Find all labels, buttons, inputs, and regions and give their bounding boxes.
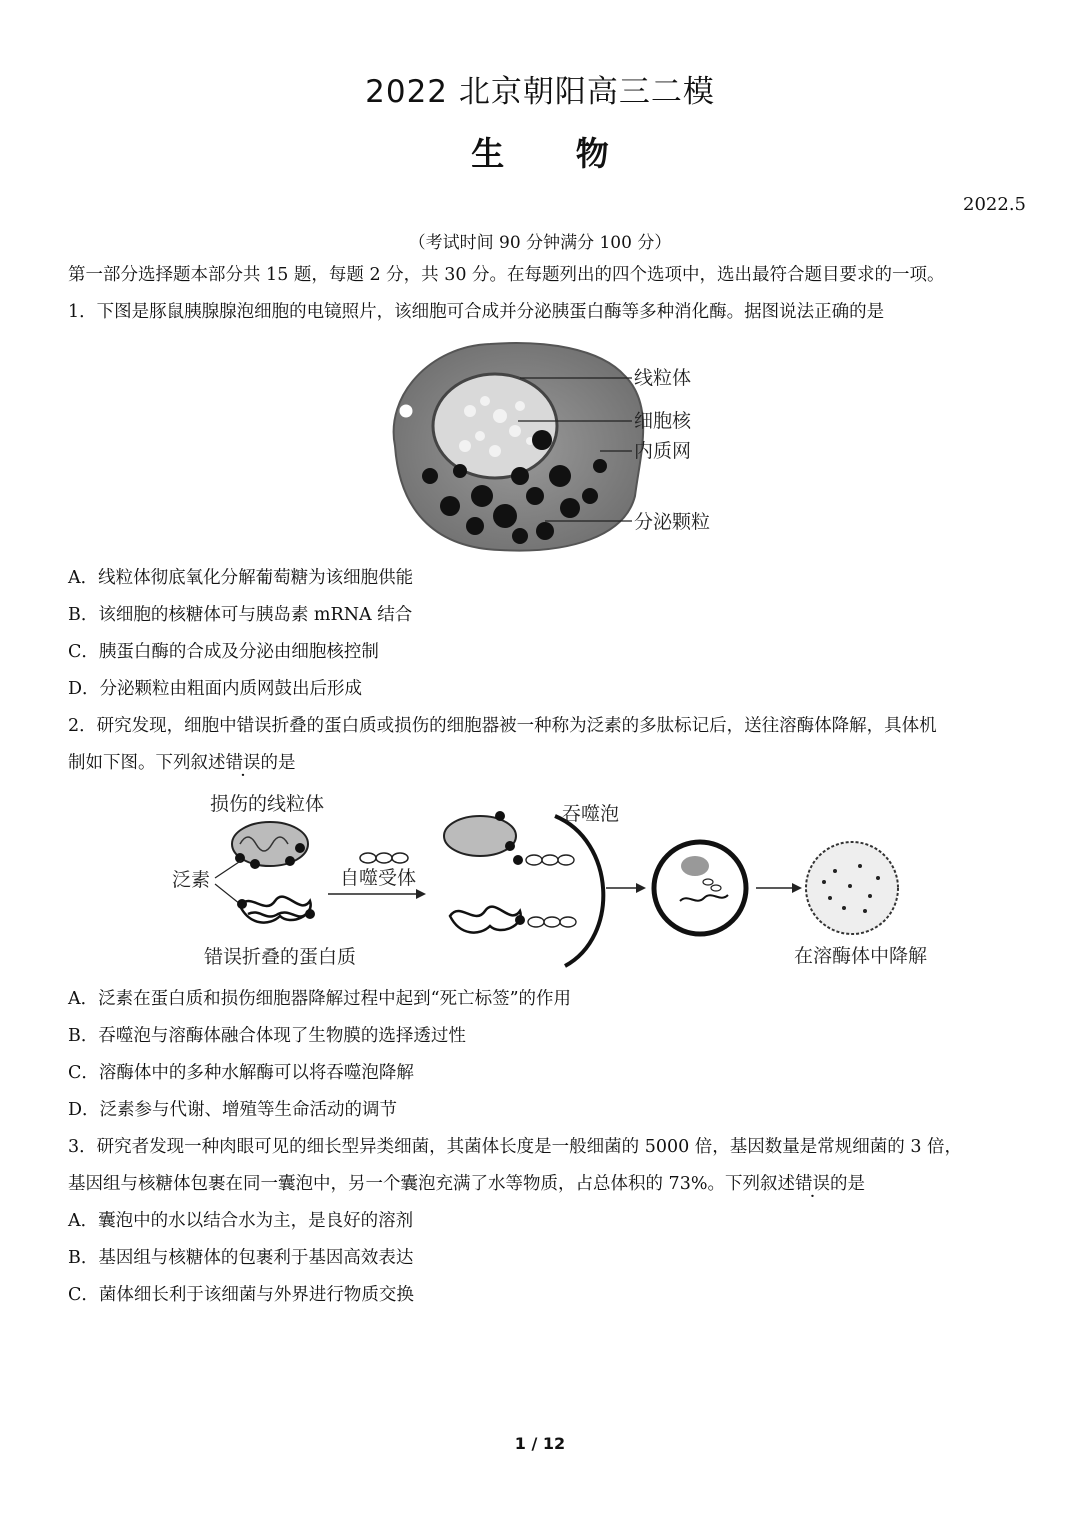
q3-stem-line1: 3．研究者发现一种肉眼可见的细长型异类细菌，其菌体长度是一般细菌的 5000 倍，基因数量是常规细菌的 3 倍， xyxy=(68,1137,963,1157)
vacuole-shape xyxy=(399,404,413,418)
label-mitochondria: 线粒体 xyxy=(634,367,692,389)
nucleus-shape xyxy=(433,374,557,478)
q1-cell-figure xyxy=(370,336,750,556)
q2-stem-line1: 2．研究发现，细胞中错误折叠的蛋白质或损伤的细胞器被一种称为泛素的多肽标记后，送往溶酶体降解，具体机 xyxy=(68,716,937,736)
q2-option-a: A．泛素在蛋白质和损伤细胞器降解过程中起到“死亡标签”的作用 xyxy=(68,989,572,1009)
q1-option-d: D．分泌颗粒由粗面内质网鼓出后形成 xyxy=(68,679,363,699)
part1-intro: 第一部分选择题本部分共 15 题，每题 2 分，共 30 分。在每题列出的四个选项中，选出最符合题目要求的一项。 xyxy=(68,265,945,285)
label-ubiquitin: 泛素 xyxy=(172,869,211,891)
q1-stem: 1．下图是豚鼠胰腺腺泡细胞的电镜照片，该细胞可合成并分泌胰蛋白酶等多种消化酶。据图说法正确的是 xyxy=(68,302,885,322)
q2-stem-post: 的是 xyxy=(260,753,296,773)
q2-option-b: B．吞噬泡与溶酶体融合体现了生物膜的选择透过性 xyxy=(68,1026,466,1046)
exam-title: 2022 北京朝阳高三二模 xyxy=(365,74,715,110)
q2-option-d: D．泛素参与代谢、增殖等生命活动的调节 xyxy=(68,1100,398,1120)
receptor-chain-1 xyxy=(526,855,574,865)
q3-option-a: A．囊泡中的水以结合水为主，是良好的溶剂 xyxy=(68,1211,414,1231)
label-degrade: 在溶酶体中降解 xyxy=(794,945,928,967)
exam-date: 2022.5 xyxy=(963,194,1026,215)
label-damaged-mito: 损伤的线粒体 xyxy=(210,793,325,815)
q2-stem-line2 xyxy=(68,750,1028,776)
label-er: 内质网 xyxy=(634,440,692,462)
fusion-content-1 xyxy=(681,856,709,876)
captured-protein-shape xyxy=(450,907,521,933)
subject-title: 生 物 xyxy=(471,134,609,173)
q1-option-a: A．线粒体彻底氧化分解葡萄糖为该细胞供能 xyxy=(68,568,414,588)
q3-stem-line2 xyxy=(68,1171,1028,1197)
q2-autophagy-figure xyxy=(160,786,940,976)
q2-stem-emphasis: 错误 xyxy=(225,753,261,773)
q2-option-c: C．溶酶体中的多种水解酶可以将吞噬泡降解 xyxy=(68,1063,414,1083)
ubiquitin-pointer-2 xyxy=(215,884,240,904)
arrow-1-head xyxy=(416,889,426,899)
page-number: 1 / 12 xyxy=(514,1434,566,1453)
q3-stem-pre: 基因组与核糖体包裹在同一囊泡中，另一个囊泡充满了水等物质，占总体积的 73%。下列叙述 xyxy=(68,1174,795,1194)
captured-mito-shape xyxy=(444,816,516,856)
q1-option-b: B．该细胞的核糖体可与胰岛素 mRNA 结合 xyxy=(68,605,413,625)
exam-time-info: （考试时间 90 分钟满分 100 分） xyxy=(408,233,672,253)
arrow-2-head xyxy=(636,883,646,893)
label-nucleus: 细胞核 xyxy=(634,410,692,432)
misfolded-protein-shape xyxy=(240,897,311,923)
label-misfolded: 错误折叠的蛋白质 xyxy=(204,946,357,968)
label-autophagosome: 吞噬泡 xyxy=(562,803,620,825)
receptor-chain-2 xyxy=(528,917,576,927)
fusion-vesicle xyxy=(654,842,746,934)
q3-stem-emphasis: 错误 xyxy=(794,1174,830,1194)
q2-stem-pre: 制如下图。下列叙述 xyxy=(68,753,226,773)
autophagosome-membrane xyxy=(555,816,603,966)
receptor-icon xyxy=(360,853,408,863)
arrow-3-head xyxy=(792,883,802,893)
q1-option-c: C．胰蛋白酶的合成及分泌由细胞核控制 xyxy=(68,642,379,662)
q3-option-b: B．基因组与核糖体的包裹利于基因高效表达 xyxy=(68,1248,414,1268)
label-receptor: 自噬受体 xyxy=(340,867,417,889)
ubiquitin-pointer-1 xyxy=(215,860,242,878)
q3-option-c: C．菌体细长利于该细菌与外界进行物质交换 xyxy=(68,1285,414,1305)
q3-stem-post: 的是 xyxy=(829,1174,865,1194)
ubiquitin-tags-4 xyxy=(515,915,525,925)
label-granules: 分泌颗粒 xyxy=(634,511,711,533)
degradation-vesicle xyxy=(806,842,898,934)
